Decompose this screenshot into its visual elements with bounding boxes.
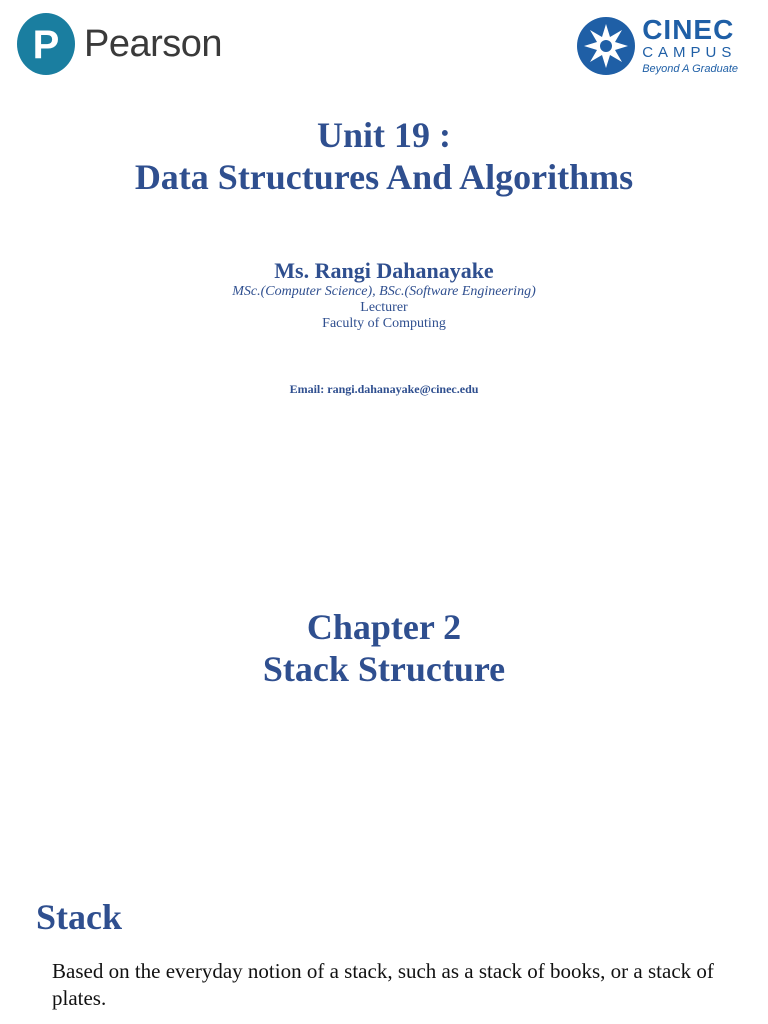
author-email: Email: rangi.dahanayake@cinec.edu <box>289 382 479 396</box>
cinec-name: CINEC <box>642 14 735 45</box>
pearson-logo <box>16 12 222 76</box>
unit-title: Unit 19 : <box>317 115 451 155</box>
cinec-logo <box>576 16 738 76</box>
section-heading: Stack <box>36 897 123 937</box>
section-body: Based on the everyday notion of a stack, such as a stack of books, or a stack of plates. <box>52 959 714 1010</box>
author-role: Lecturer <box>360 300 408 315</box>
cinec-star-icon <box>576 16 636 76</box>
chapter-number: Chapter 2 <box>306 607 462 647</box>
unit-subtitle: Data Structures And Algorithms <box>134 157 634 197</box>
author-name: Ms. Rangi Dahanayake <box>274 258 494 283</box>
pearson-logo-icon <box>16 12 76 76</box>
chapter-title: Stack Structure <box>262 649 506 689</box>
pearson-mark-letter: P <box>32 23 60 67</box>
cinec-campus: CAMPUS <box>642 44 737 61</box>
author-qualifications: MSc.(Computer Science), BSc.(Software Engineering) <box>232 284 536 299</box>
pearson-wordmark: Pearson <box>84 23 223 65</box>
cinec-tagline: Beyond A Graduate <box>642 63 738 75</box>
slide-header <box>0 0 768 90</box>
cinec-wordmark <box>642 16 738 76</box>
author-faculty: Faculty of Computing <box>322 316 446 331</box>
